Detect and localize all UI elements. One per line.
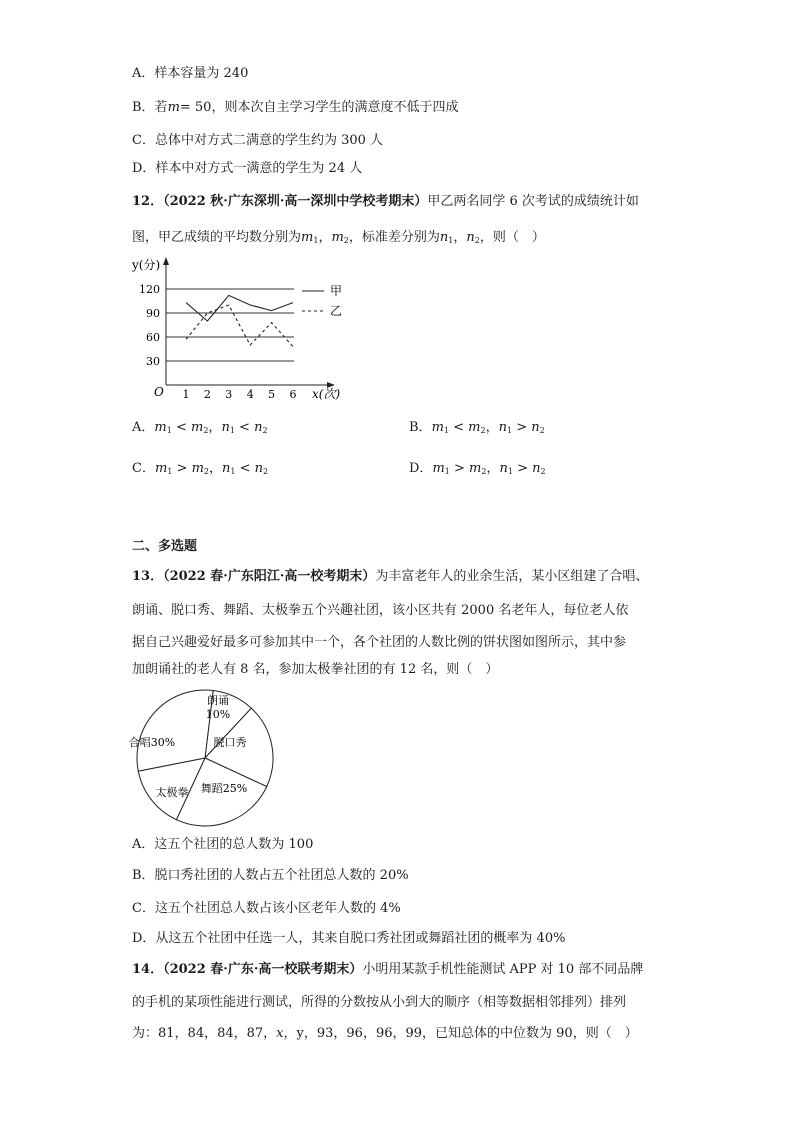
y-tick-label: 60 — [146, 331, 160, 344]
x-tick-label: 5 — [268, 388, 276, 401]
pie-pct: 30% — [150, 736, 176, 749]
origin-label: O — [154, 385, 164, 399]
legend-label: 乙 — [330, 304, 343, 318]
pie-slice-4 — [137, 690, 213, 771]
pie-label — [129, 735, 175, 749]
q12-option-d: D．$m_1 > m_2$，$n_1 > n_2$ — [409, 461, 546, 476]
section-title: 二、多选题 — [132, 539, 198, 554]
pie-label-name: 太极拳 — [155, 786, 189, 799]
x-axis-label: x(次) — [312, 387, 341, 401]
pie-label — [156, 785, 189, 799]
x-tick-label: 6 — [289, 388, 297, 401]
y-axis-arrow — [163, 257, 169, 265]
q11-option-d: D．样本中对方式一满意的学生为 24 人 — [132, 161, 363, 176]
q13-stem-line4: 加朗诵社的老人有 8 名，参加太极拳社团的有 12 名，则（ ） — [132, 662, 499, 677]
x-tick-label: 2 — [203, 388, 211, 401]
pie-label-name: 脱口秀 — [213, 736, 247, 749]
q13-stem-line3: 据自己兴趣爱好最多可参加其中一个，各个社团的人数比例的饼状图如图所示，其中参 — [132, 635, 627, 650]
q11-option-a: A．样本容量为 240 — [132, 66, 249, 81]
q12-option-c: C．$m_1 > m_2$，$n_1 < n_2$ — [132, 461, 269, 476]
q13-stem-line1: 13．（2022 春·广东阳江·高一校考期末）为丰富老年人的业余生活，某小区组建了合唱、 — [132, 569, 649, 584]
q12-option-a: A．$m_1 < m_2$，$n_1 < n_2$ — [132, 420, 268, 435]
q14-stem-line2: 的手机的某项性能进行测试，所得的分数按从小到大的顺序（相等数据相邻排列）排列 — [132, 995, 627, 1010]
q13-option-b: B．脱口秀社团的人数占五个社团总人数的 20% — [132, 868, 409, 883]
q11-option-b: B．若m= 50，则本次自主学习学生的满意度不低于四成 — [132, 100, 459, 115]
y-tick-label: 90 — [146, 307, 160, 320]
series-line-yi — [186, 305, 293, 347]
q14-stem-line3: 为：81，84，84，87，x，y，93，96，96，99，已知总体的中位数为 90，则（ ） — [132, 1026, 638, 1041]
pie-label — [214, 736, 247, 749]
q12-option-b: B．$m_1 < m_2$，$n_1 > n_2$ — [409, 420, 545, 435]
pie-label-name: 舞蹈 — [200, 782, 223, 795]
pie-chart — [128, 688, 282, 830]
pie-pct: 25% — [222, 782, 248, 795]
q14-stem-line1: 14．（2022 春·广东·高一校联考期末）小明用某款手机性能测试 APP 对 10 部不同品牌 — [132, 962, 644, 977]
pie-label — [201, 781, 247, 795]
q13-option-a: A．这五个社团的总人数为 100 — [132, 837, 314, 852]
q13-option-d: D．从这五个社团中任选一人，其来自脱口秀社团或舞蹈社团的概率为 40% — [132, 931, 566, 946]
pie-pct: 10% — [205, 708, 231, 721]
series-line-jia — [186, 295, 293, 321]
q13-stem-line2: 朗诵、脱口秀、舞蹈、太极拳五个兴趣社团，该小区共有 2000 名老年人，每位老人依 — [132, 603, 629, 618]
q12-stem-line1: 12．（2022 秋·广东深圳·高一深圳中学校考期末）甲乙两名同学 6 次考试的成绩统计如 — [132, 194, 639, 209]
pie-label: 朗诵 — [207, 694, 229, 707]
y-tick-label: 30 — [146, 355, 160, 368]
q12-stem-line2: 图，甲乙成绩的平均数分别为$m_1$，$m_2$，标准差分别为$n_1$，$n_2$，则（ ） — [132, 230, 545, 245]
line-chart — [128, 255, 368, 405]
x-tick-label: 4 — [246, 388, 254, 401]
legend-label: 甲 — [330, 284, 343, 298]
x-tick-label: 3 — [225, 388, 233, 401]
pie-label-name: 合唱 — [128, 736, 151, 749]
x-tick-label: 1 — [182, 388, 190, 401]
q11-option-c: C．总体中对方式二满意的学生约为 300 人 — [132, 133, 384, 148]
y-axis-label: y(分) — [132, 258, 161, 272]
y-tick-label: 120 — [139, 283, 160, 296]
q13-option-c: C．这五个社团总人数占该小区老年人数的 4% — [132, 901, 401, 916]
